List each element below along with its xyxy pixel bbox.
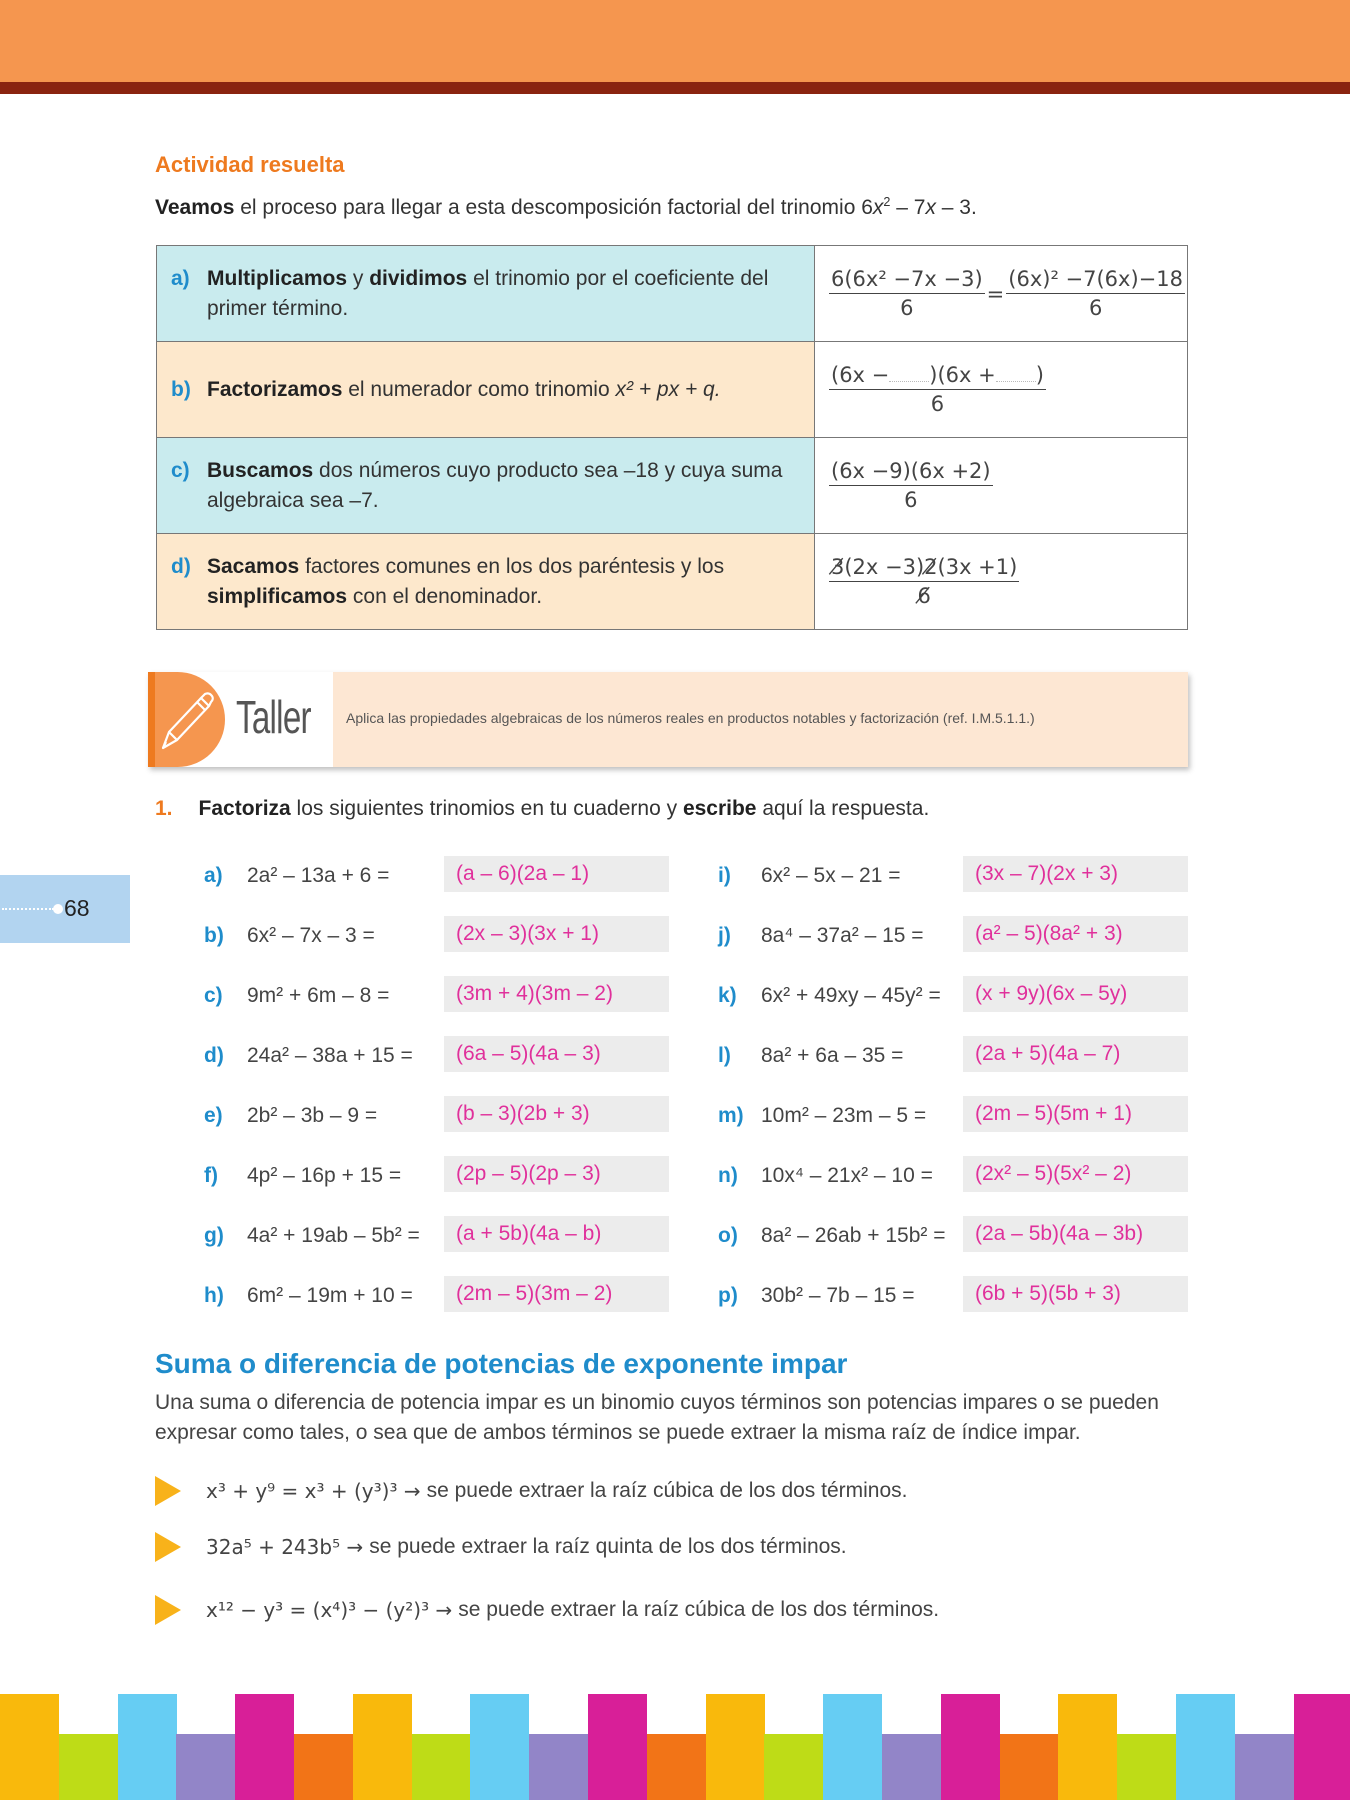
exercise-expression: 9m² + 6m – 8 = xyxy=(247,984,390,1007)
answer-field[interactable]: (6a – 5)(4a – 3) xyxy=(444,1036,669,1072)
header-band xyxy=(0,0,1350,82)
answer-field[interactable]: (3x – 7)(2x + 3) xyxy=(963,856,1188,892)
answer-field[interactable]: (3m + 4)(3m – 2) xyxy=(444,976,669,1012)
footer-stripe-short xyxy=(1117,1734,1176,1800)
exercise-expression: 24a² – 38a + 15 = xyxy=(247,1044,413,1067)
exercise-label: a) xyxy=(204,864,223,887)
answer-field[interactable]: (a² – 5)(8a² + 3) xyxy=(963,916,1188,952)
exercise-item xyxy=(718,1158,933,1194)
step-row: b) Factorizamos el numerador como trinomio x² + px + q. $\frac{(6x - )(6x + )}{6}$ xyxy=(157,342,1188,438)
exercise-expression: 4p² – 16p + 15 = xyxy=(247,1164,402,1187)
taller-description: Aplica las propiedades algebraicas de los números reales en productos notables y factorización (ref. I.M.5.1.1.) xyxy=(346,710,1035,726)
exercise-expression: 10x⁴ – 21x² – 10 = xyxy=(761,1164,933,1187)
exercise-label: j) xyxy=(718,924,731,947)
activity-intro: Veamos el proceso para llegar a esta descomposición factorial del trinomio $6x^2 - 7x - 3$. xyxy=(155,195,977,219)
answer-field[interactable]: (2x – 3)(3x + 1) xyxy=(444,916,669,952)
exercise-label: k) xyxy=(718,984,737,1007)
footer-stripe-tall xyxy=(353,1694,412,1800)
exercise-expression: 6x² + 49xy – 45y² = xyxy=(761,984,941,1007)
step-text: Factorizamos el numerador como trinomio x² + px + q. xyxy=(207,377,721,401)
exercise-item xyxy=(718,1098,926,1134)
answer-field[interactable]: (2p – 5)(2p – 3) xyxy=(444,1156,669,1192)
exercise-item xyxy=(718,918,924,954)
answer-field[interactable]: (a – 6)(2a – 1) xyxy=(444,856,669,892)
step-text: Sacamos factores comunes en los dos paréntesis y los simplificamos con el denominador. xyxy=(207,554,725,608)
exercise-label: e) xyxy=(204,1104,223,1127)
footer-stripe-tall xyxy=(706,1694,765,1800)
footer-stripe-tall xyxy=(1294,1694,1350,1800)
bullet-item: x¹² − y³ = (x⁴)³ − (y²)³ → se puede extraer la raíz cúbica de los dos términos. xyxy=(155,1595,939,1625)
pencil-icon xyxy=(155,680,217,760)
footer-stripe-short xyxy=(1000,1734,1059,1800)
exercise-label: h) xyxy=(204,1284,224,1307)
section-title: Suma o diferencia de potencias de exponente impar xyxy=(155,1348,848,1379)
taller-banner xyxy=(148,672,1188,767)
step-text: Buscamos dos números cuyo producto sea –18 y cuya suma algebraica sea –7. xyxy=(207,458,783,512)
exercise-item xyxy=(204,1218,420,1254)
footer-stripe-tall xyxy=(941,1694,1000,1800)
exercise-label: n) xyxy=(718,1164,738,1187)
exercise-item xyxy=(204,1098,377,1134)
exercise-label: i) xyxy=(718,864,731,887)
footer-stripe-short xyxy=(882,1734,941,1800)
exercise-label: o) xyxy=(718,1224,738,1247)
triangle-bullet-icon xyxy=(155,1595,181,1625)
footer-stripe-tall xyxy=(235,1694,294,1800)
step-math: $\frac{3̸(2x -3)2̸(3x +1)}{6̸}$ xyxy=(815,534,1188,630)
step-math: $\frac{(6x - )(6x + )}{6}$ xyxy=(815,342,1188,438)
taller-title: Taller xyxy=(236,691,311,743)
footer-stripe-tall xyxy=(1176,1694,1235,1800)
footer-stripe-short xyxy=(294,1734,353,1800)
exercise-item xyxy=(718,978,941,1014)
exercise-item xyxy=(718,858,901,894)
footer-stripe-short xyxy=(59,1734,118,1800)
exercise-item xyxy=(718,1278,915,1314)
step-text: Multiplicamos y dividimos el trinomio por el coeficiente del primer término. xyxy=(207,266,769,320)
exercise-expression: 10m² – 23m – 5 = xyxy=(761,1104,927,1127)
footer-stripe-tall xyxy=(118,1694,177,1800)
exercise-label: f) xyxy=(204,1164,218,1187)
exercise-label: p) xyxy=(718,1284,738,1307)
answer-field[interactable]: (6b + 5)(5b + 3) xyxy=(963,1276,1188,1312)
footer-stripe-tall xyxy=(0,1694,59,1800)
exercise-expression: 2a² – 13a + 6 = xyxy=(247,864,390,887)
footer-stripe-tall xyxy=(823,1694,882,1800)
answer-field[interactable]: (2a + 5)(4a – 7) xyxy=(963,1036,1188,1072)
exercise-expression: 8a⁴ – 37a² – 15 = xyxy=(761,924,924,947)
exercise-label: l) xyxy=(718,1044,731,1067)
exercise-item xyxy=(718,1218,945,1254)
footer-stripe-short xyxy=(529,1734,588,1800)
exercise-expression: 8a² + 6a – 35 = xyxy=(761,1044,904,1067)
footer-stripe-tall xyxy=(1058,1694,1117,1800)
exercise-expression: 6x² – 5x – 21 = xyxy=(761,864,901,887)
bullet-item: x³ + y⁹ = x³ + (y³)³ → se puede extraer la raíz cúbica de los dos términos. xyxy=(155,1476,908,1506)
step-row: d) Sacamos factores comunes en los dos paréntesis y los simplificamos con el denominador. $\frac{3̸(2x -3)2̸(3x +1)}{6̸}$ xyxy=(157,534,1188,630)
exercise-expression: 8a² – 26ab + 15b² = xyxy=(761,1224,946,1247)
answer-field[interactable]: (2a – 5b)(4a – 3b) xyxy=(963,1216,1188,1252)
step-math: $\frac{(6x -9)(6x +2)}{6}$ xyxy=(815,438,1188,534)
activity-title: Actividad resuelta xyxy=(155,152,345,177)
exercise-item xyxy=(718,1038,903,1074)
answer-field[interactable]: (b – 3)(2b + 3) xyxy=(444,1096,669,1132)
exercise-item xyxy=(204,978,389,1014)
exercise-expression: 30b² – 7b – 15 = xyxy=(761,1284,915,1307)
exercise-item xyxy=(204,1038,413,1074)
header-rule xyxy=(0,82,1350,94)
footer-stripe-tall xyxy=(470,1694,529,1800)
exercise-expression: 6m² – 19m + 10 = xyxy=(247,1284,413,1307)
bullet-item: 32a⁵ + 243b⁵ → se puede extraer la raíz quinta de los dos términos. xyxy=(155,1532,847,1562)
exercise-item xyxy=(204,918,375,954)
footer-stripe-tall xyxy=(588,1694,647,1800)
answer-field[interactable]: (2m – 5)(5m + 1) xyxy=(963,1096,1188,1132)
exercise-item xyxy=(204,1278,413,1314)
footer-stripe-short xyxy=(647,1734,706,1800)
exercise-label: d) xyxy=(204,1044,224,1067)
footer-stripe-short xyxy=(1235,1734,1294,1800)
answer-field[interactable]: (x + 9y)(6x – 5y) xyxy=(963,976,1188,1012)
exercise-expression: 6x² – 7x – 3 = xyxy=(247,924,375,947)
triangle-bullet-icon xyxy=(155,1476,181,1506)
step-row: c) Buscamos dos números cuyo producto sea –18 y cuya suma algebraica sea –7. $\frac{(6x -9)(6x +2)}{6}$ xyxy=(157,438,1188,534)
exercise-label: g) xyxy=(204,1224,224,1247)
step-math: $\frac{\text{6(6x² −7x −3)}}{6}$ = $\frac{\text{(6x)² −7(6x)−18}}{6}$ xyxy=(815,246,1188,342)
exercise-label: m) xyxy=(718,1104,744,1127)
triangle-bullet-icon xyxy=(155,1532,181,1562)
exercise-label: b) xyxy=(204,924,224,947)
exercise-expression: 2b² – 3b – 9 = xyxy=(247,1104,378,1127)
answer-field[interactable]: (a + 5b)(4a – b) xyxy=(444,1216,669,1252)
exercise-item xyxy=(204,858,389,894)
page-number: 68 xyxy=(64,895,90,921)
exercise-item xyxy=(204,1158,401,1194)
step-row: a) Multiplicamos y dividimos el trinomio por el coeficiente del primer término. $\frac{\text{6(6x² −7x −3)}}{6}$ = $\frac{\text{(6x)² −7(6x)−18}}{6}$ xyxy=(157,246,1188,342)
answer-field[interactable]: (2x² – 5)(5x² – 2) xyxy=(963,1156,1188,1192)
footer-stripe-short xyxy=(176,1734,235,1800)
steps-table xyxy=(156,245,1188,630)
section-paragraph: Una suma o diferencia de potencia impar es un binomio cuyos términos son potencias impares o se pueden expresar como tales, o sea que de ambos términos se puede extraer la misma raíz de índice impar. xyxy=(155,1391,1159,1444)
footer-stripe-short xyxy=(764,1734,823,1800)
exercise-instruction: 1. Factoriza los siguientes trinomios en tu cuaderno y escribe aquí la respuesta. xyxy=(155,797,930,820)
exercise-expression: 4a² + 19ab – 5b² = xyxy=(247,1224,420,1247)
page-number-tab xyxy=(0,875,130,943)
footer-stripe-short xyxy=(412,1734,471,1800)
answer-field[interactable]: (2m – 5)(3m – 2) xyxy=(444,1276,669,1312)
exercise-label: c) xyxy=(204,984,223,1007)
